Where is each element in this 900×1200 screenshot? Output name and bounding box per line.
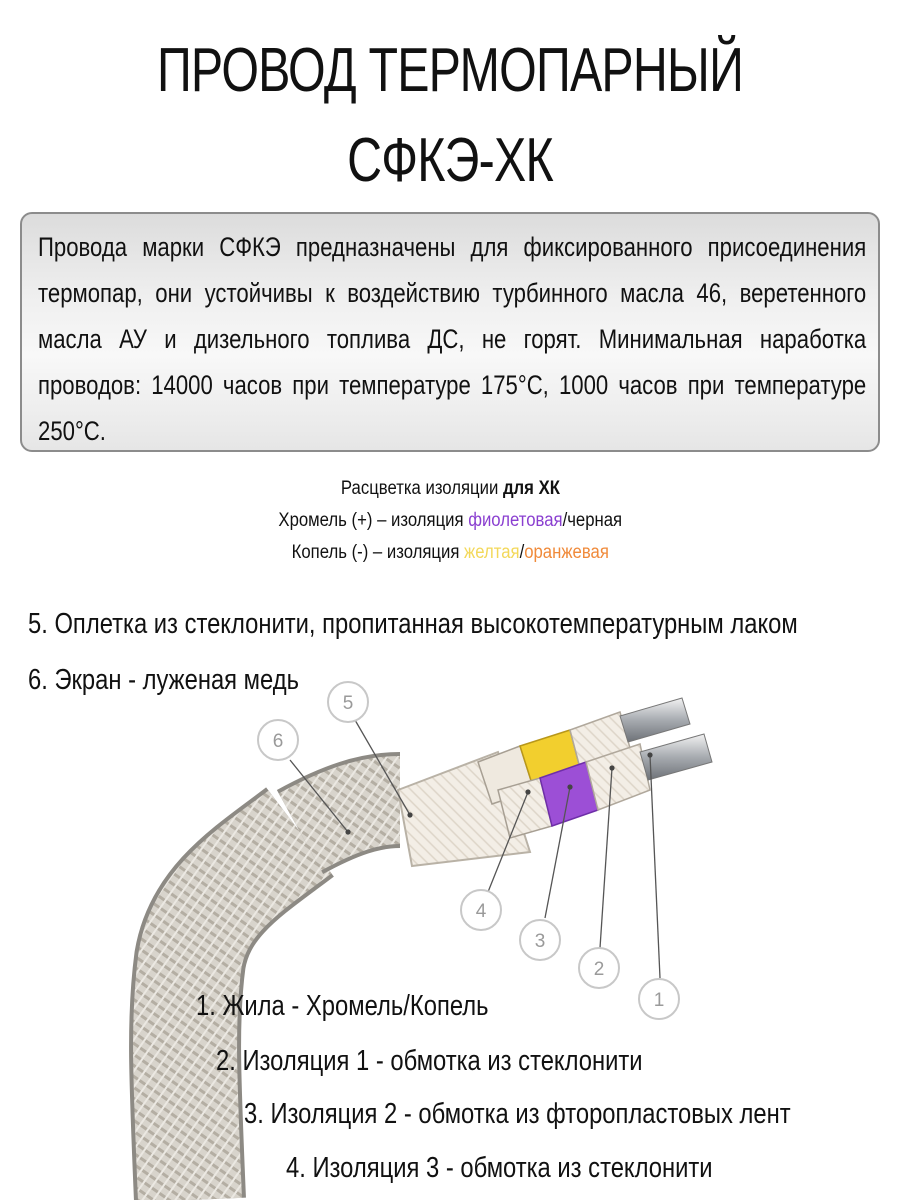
- chromel-violet-label: фиолетовая: [467, 510, 563, 531]
- chromel-black-label: /черная: [562, 510, 622, 531]
- title-line-1: ПРОВОД ТЕРМОПАРНЫЙ: [156, 36, 744, 105]
- description-text: Провода марки СФКЭ предназначены для фиксированного присоединения термопар, они устойчивы к воздействию турбинного масла 46, веретенного масла АУ и дизельного топлива ДС, не горят. Минимальная наработка проводов: 14000 часов при температуре 175°С, 1000 часов при температуре 250°С.: [38, 232, 867, 446]
- feature-item-5: 5. Оплетка из стеклонити, пропитанная высокотемпературным лаком: [28, 608, 798, 640]
- callout-6: 6: [272, 731, 284, 752]
- kopel-prefix: Копель (-) – изоляция: [291, 542, 464, 563]
- callout-2: 2: [593, 959, 605, 980]
- callout-5: 5: [342, 693, 354, 714]
- feature-item-4: 4. Изоляция 3 - обмотка из стеклонити: [286, 1152, 713, 1184]
- chromel-prefix: Хромель (+) – изоляция: [278, 510, 468, 531]
- feature-item-1: 1. Жила - Хромель/Копель: [196, 990, 489, 1022]
- kopel-separator: /: [519, 542, 524, 563]
- feature-item-3: 3. Изоляция 2 - обмотка из фторопластовых лент: [244, 1098, 791, 1130]
- title-line-2: СФКЭ-ХК: [347, 126, 553, 195]
- kopel-orange-label: оранжевая: [523, 542, 609, 563]
- callout-1: 1: [653, 990, 665, 1011]
- feature-item-2: 2. Изоляция 1 - обмотка из стеклонити: [216, 1045, 643, 1077]
- callout-3: 3: [534, 931, 546, 952]
- feature-item-6: 6. Экран - луженая медь: [28, 664, 299, 696]
- callout-4: 4: [475, 901, 487, 922]
- colors-heading-text: Расцветка изоляции: [340, 478, 503, 499]
- colors-heading-bold: для ХК: [502, 478, 560, 499]
- kopel-yellow-label: желтая: [463, 542, 520, 563]
